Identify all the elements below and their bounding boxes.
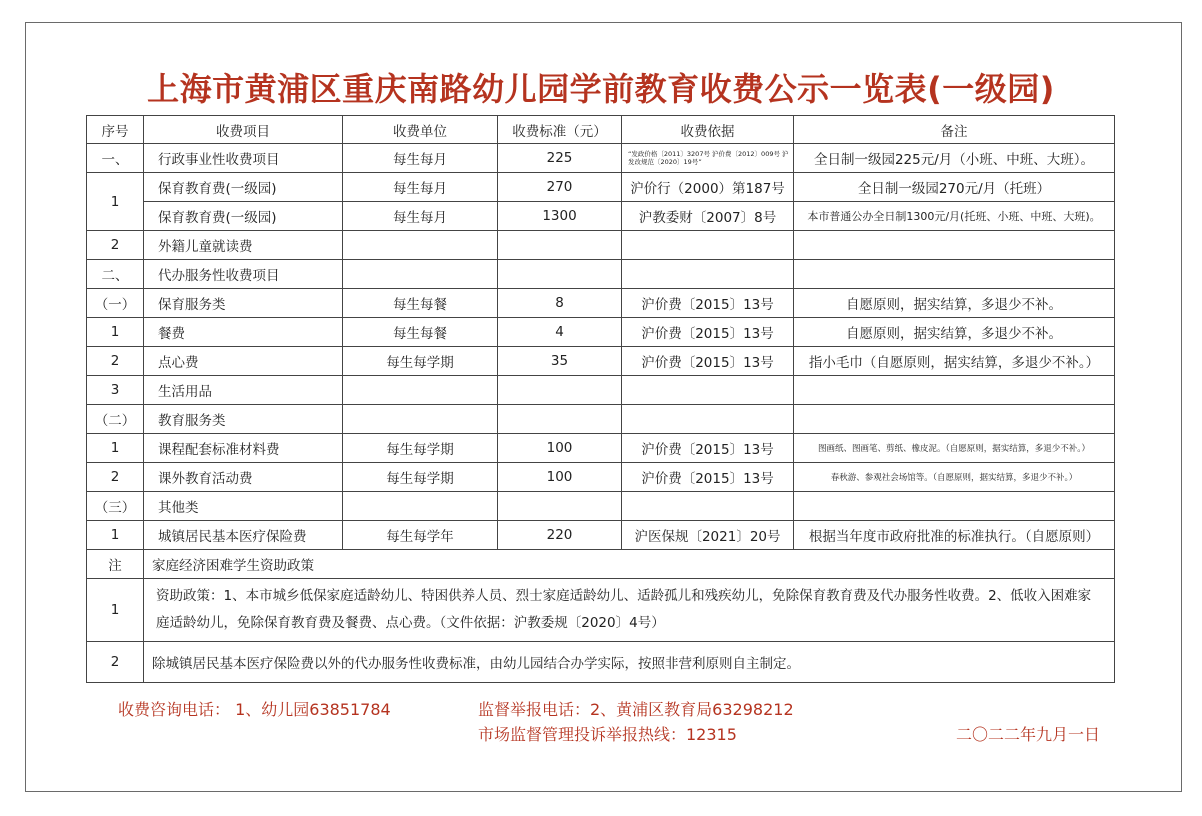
row-item: 代办服务性收费项目: [144, 260, 343, 289]
row-standard: 100: [498, 434, 622, 463]
row-standard: 225: [498, 144, 622, 173]
notes-row-no: 2: [87, 642, 144, 683]
row-unit: 每生每学期: [343, 463, 498, 492]
table-row: [87, 347, 1115, 376]
row-no: 1: [87, 318, 144, 347]
row-standard: 270: [498, 173, 622, 202]
table-row: [87, 376, 1115, 405]
col-header-item: 收费项目: [144, 116, 343, 144]
row-standard: 4: [498, 318, 622, 347]
row-remark: 自愿原则，据实结算，多退少不补。: [794, 318, 1115, 347]
notes-heading-row: [87, 550, 1115, 579]
publish-date: 二〇二二年九月一日: [956, 725, 1101, 744]
row-basis: 沪价行（2000）第187号: [622, 173, 794, 202]
fee-table: [86, 115, 1115, 683]
row-unit: [343, 492, 498, 521]
row-item: 其他类: [144, 492, 343, 521]
row-basis: [622, 231, 794, 260]
row-item: 保育教育费(一级园): [144, 202, 343, 231]
consult-phone: 收费咨询电话： 1、幼儿园63851784: [118, 700, 391, 719]
row-remark: 根据当年度市政府批准的标准执行。（自愿原则）: [794, 521, 1115, 550]
row-unit: 每生每月: [343, 144, 498, 173]
row-basis: 沪价费〔2015〕13号: [622, 347, 794, 376]
market-hotline: 市场监督管理投诉举报热线：12315: [478, 725, 737, 744]
supervise-phone: 监督举报电话：2、黄浦区教育局63298212: [478, 700, 794, 719]
row-no: 3: [87, 376, 144, 405]
row-no: 二、: [87, 260, 144, 289]
row-basis: 沪价费〔2015〕13号: [622, 289, 794, 318]
row-unit: [343, 231, 498, 260]
table-row: [87, 521, 1115, 550]
row-basis: [622, 492, 794, 521]
table-row: [87, 492, 1115, 521]
col-header-remark: 备注: [794, 116, 1115, 144]
row-no: 一、: [87, 144, 144, 173]
row-standard: 220: [498, 521, 622, 550]
table-row: [87, 405, 1115, 434]
row-no: 2: [87, 463, 144, 492]
header-row: [87, 116, 1115, 144]
table-row: [87, 318, 1115, 347]
row-standard: 100: [498, 463, 622, 492]
row-no: 2: [87, 231, 144, 260]
row-no: （一）: [87, 289, 144, 318]
row-unit: [343, 376, 498, 405]
row-basis: 沪价费〔2015〕13号: [622, 463, 794, 492]
row-unit: 每生每餐: [343, 318, 498, 347]
row-unit: 每生每学期: [343, 434, 498, 463]
row-remark: 本市普通公办全日制1300元/月(托班、小班、中班、大班)。: [794, 202, 1115, 231]
page-title: 上海市黄浦区重庆南路幼儿园学前教育收费公示一览表(一级园): [147, 70, 1055, 108]
row-no: 1: [87, 434, 144, 463]
table-row: [87, 463, 1115, 492]
row-no: （二）: [87, 405, 144, 434]
notes-rule-text: 除城镇居民基本医疗保险费以外的代办服务性收费标准，由幼儿园结合办学实际，按照非营利原则自主制定。: [144, 642, 1115, 683]
row-no: 1: [87, 173, 144, 231]
row-item: 城镇居民基本医疗保险费: [144, 521, 343, 550]
row-basis: [622, 405, 794, 434]
row-unit: 每生每月: [343, 202, 498, 231]
row-standard: [498, 376, 622, 405]
row-item: 教育服务类: [144, 405, 343, 434]
table-row: [87, 231, 1115, 260]
row-standard: [498, 231, 622, 260]
row-remark: 全日制一级园225元/月（小班、中班、大班）。: [794, 144, 1115, 173]
row-item: 保育教育费(一级园): [144, 173, 343, 202]
row-unit: 每生每餐: [343, 289, 498, 318]
row-standard: [498, 405, 622, 434]
row-remark: [794, 231, 1115, 260]
row-basis: [622, 260, 794, 289]
row-remark: [794, 376, 1115, 405]
row-no: 1: [87, 521, 144, 550]
row-basis: 沪价费〔2015〕13号: [622, 318, 794, 347]
row-standard: [498, 260, 622, 289]
row-basis: [622, 376, 794, 405]
row-item: 课程配套标准材料费: [144, 434, 343, 463]
row-remark: 图画纸、图画笔、剪纸、橡皮泥。（自愿原则，据实结算，多退少不补。）: [794, 434, 1115, 463]
row-remark: [794, 405, 1115, 434]
row-unit: 每生每学年: [343, 521, 498, 550]
notes-row-no: 1: [87, 579, 144, 642]
row-unit: [343, 260, 498, 289]
row-remark: [794, 260, 1115, 289]
table-row: [87, 289, 1115, 318]
row-item: 课外教育活动费: [144, 463, 343, 492]
col-header-no: 序号: [87, 116, 144, 144]
row-no: 2: [87, 347, 144, 376]
notes-heading: 家庭经济困难学生资助政策: [144, 550, 1115, 579]
row-item: 生活用品: [144, 376, 343, 405]
col-header-basis: 收费依据: [622, 116, 794, 144]
row-standard: 1300: [498, 202, 622, 231]
row-item: 点心费: [144, 347, 343, 376]
notes-row: [87, 579, 1115, 642]
row-item: 餐费: [144, 318, 343, 347]
table-row: [87, 173, 1115, 202]
row-remark: 全日制一级园270元/月（托班）: [794, 173, 1115, 202]
row-remark: 指小毛巾（自愿原则，据实结算，多退少不补。）: [794, 347, 1115, 376]
col-header-unit: 收费单位: [343, 116, 498, 144]
table-row: [87, 144, 1115, 173]
notes-row: [87, 642, 1115, 683]
row-item: 保育服务类: [144, 289, 343, 318]
row-unit: 每生每学期: [343, 347, 498, 376]
row-basis: 沪医保规〔2021〕20号: [622, 521, 794, 550]
row-unit: 每生每月: [343, 173, 498, 202]
row-basis: 沪教委财〔2007〕8号: [622, 202, 794, 231]
table-row: [87, 202, 1115, 231]
notes-label: 注: [87, 550, 144, 579]
row-standard: 8: [498, 289, 622, 318]
row-standard: [498, 492, 622, 521]
col-header-standard: 收费标准（元）: [498, 116, 622, 144]
row-basis: “发政价格〔2011〕3207号 沪价费〔2012〕009号 沪发改规范〔2020〕19号”: [622, 144, 794, 173]
row-remark: 春秋游、参观社会场馆等。（自愿原则，据实结算，多退少不补。）: [794, 463, 1115, 492]
row-unit: [343, 405, 498, 434]
row-item: 行政事业性收费项目: [144, 144, 343, 173]
notes-policy-text: 资助政策：1、本市城乡低保家庭适龄幼儿、特困供养人员、烈士家庭适龄幼儿、适龄孤儿和残疾幼儿，免除保育教育费及代办服务性收费。2、低收入困难家庭适龄幼儿，免除保育教育费及餐费、点心费。（文件依据：沪教委规〔2020〕4号）: [144, 579, 1115, 642]
table-row: [87, 260, 1115, 289]
row-remark: 自愿原则，据实结算，多退少不补。: [794, 289, 1115, 318]
row-basis: 沪价费〔2015〕13号: [622, 434, 794, 463]
row-item: 外籍儿童就读费: [144, 231, 343, 260]
row-standard: 35: [498, 347, 622, 376]
table-row: [87, 434, 1115, 463]
row-remark: [794, 492, 1115, 521]
row-no: （三）: [87, 492, 144, 521]
